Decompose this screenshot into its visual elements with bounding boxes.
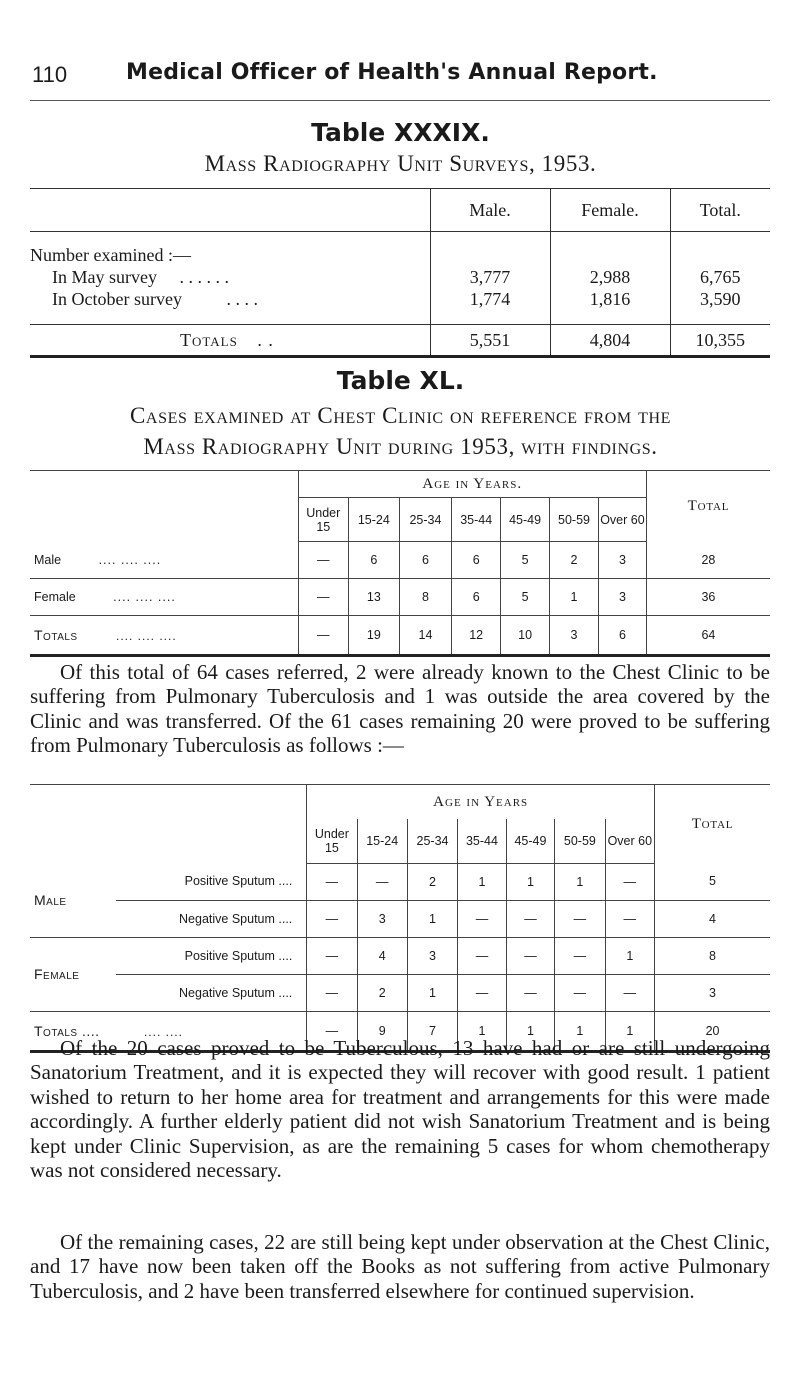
cell: 1 [605, 937, 654, 974]
cell: — [506, 974, 555, 1011]
running-head-title: Medical Officer of Health's Annual Report. [126, 60, 658, 85]
cell: — [307, 937, 357, 974]
table2-total-header: Total [646, 471, 770, 542]
cell: 12 [452, 616, 501, 656]
table1-col-male: Male. [430, 189, 550, 232]
cell-total: 36 [646, 579, 770, 616]
cell: 2 [357, 974, 407, 1011]
cell: — [458, 974, 507, 1011]
age-col-over-60: Over 60 [598, 498, 646, 542]
table-row [30, 900, 770, 937]
table2-title: Table XL. [336, 366, 465, 395]
cell: 3 [357, 900, 407, 937]
running-header [30, 56, 770, 101]
cell: — [555, 974, 605, 1011]
cell: 1 [550, 579, 599, 616]
cell: — [307, 900, 357, 937]
age-col-35-44: 35-44 [458, 819, 507, 863]
cell: — [605, 863, 654, 900]
cell: 1 [555, 1011, 605, 1051]
cell-total: 3 [655, 974, 770, 1011]
dot-leader: .... .... [143, 1024, 183, 1039]
cell: — [506, 900, 555, 937]
cell: 14 [399, 616, 452, 656]
table1-subtitle-text: Mass Radiography Unit Surveys, 1953. [204, 151, 597, 176]
cell: — [458, 900, 507, 937]
cell: 3 [598, 542, 646, 579]
cell: — [605, 974, 654, 1011]
cell: 8 [399, 579, 452, 616]
row-label: In May survey [52, 266, 157, 287]
cell: — [298, 616, 348, 656]
table2-age-header-row [30, 471, 770, 498]
dot-leader: .... .... .... [113, 590, 176, 604]
table-proved-tuberculosis [30, 784, 770, 1053]
cell: 1 [407, 974, 457, 1011]
table1-totals-label [30, 325, 430, 357]
cell: 1 [407, 900, 457, 937]
cell: 5 [501, 542, 550, 579]
table1-cell: 1,816 [550, 288, 670, 325]
paragraph1-text: Of this total of 64 cases referred, 2 were already known to the Chest Clinic to be suffering from Pulmonary Tuberculosis and 1 was outside the area covered by the Clinic and was transferred. Of the 61 cases remaining 20 were proved to be suffering from Pulmonary Tuberculosis as follows :— [30, 660, 770, 758]
row-label: Positive Sputum .... [116, 863, 307, 900]
age-col-over-60: Over 60 [605, 819, 654, 863]
age-col-45-49: 45-49 [501, 498, 550, 542]
group-label-female: Female [30, 937, 116, 1011]
cell: 1 [605, 1011, 654, 1051]
cell: 3 [550, 616, 599, 656]
table1-header-blank [30, 189, 430, 232]
cell: 19 [348, 616, 399, 656]
row-label: Male .... .... .... [30, 542, 298, 579]
table-row [30, 542, 770, 579]
cell-total: 64 [646, 616, 770, 656]
table3-total-header: Total [655, 785, 770, 864]
age-col-under-15: Under 15 [307, 819, 357, 863]
cell: — [506, 937, 555, 974]
age-col-under-15: Under 15 [298, 498, 348, 542]
cell: — [307, 863, 357, 900]
cell: 10 [501, 616, 550, 656]
cell-total: 4 [655, 900, 770, 937]
table1-cell: 2,988 [550, 266, 670, 288]
table1-header-row [30, 189, 770, 232]
table1-col-total: Total. [670, 189, 770, 232]
table1-cell: 6,765 [700, 266, 741, 287]
table1-col-female: Female. [550, 189, 670, 232]
cell: — [307, 1011, 357, 1051]
dot-leader: .... .... .... [98, 552, 162, 567]
cell-total: 28 [646, 542, 770, 579]
dot-leader: . . . . [226, 288, 258, 309]
cell: 6 [598, 616, 646, 656]
cell-total: 5 [655, 863, 770, 900]
dot-leader: . . . . . . [179, 266, 229, 287]
table-row [30, 288, 770, 325]
table1-subtitle [0, 148, 801, 179]
totals-label: Totals .... .... .... [30, 1011, 307, 1051]
table1-totals-row [30, 325, 770, 357]
cell: 6 [348, 542, 399, 579]
cell: 1 [555, 863, 605, 900]
cell: 1 [458, 863, 507, 900]
page-number: 110 [32, 62, 68, 87]
cell: 3 [407, 937, 457, 974]
table-row [30, 616, 770, 656]
cell-total: 8 [655, 937, 770, 974]
row-label: Positive Sputum .... [116, 937, 307, 974]
row-label: Totals .... .... .... [30, 616, 298, 656]
table-row [30, 863, 770, 900]
cell: 9 [357, 1011, 407, 1051]
age-col-45-49: 45-49 [506, 819, 555, 863]
table2-subtitle-line1: Cases examined at Chest Clinic on reference from the [129, 403, 671, 428]
cell: — [357, 863, 407, 900]
cell: 6 [399, 542, 452, 579]
table1-row-label [30, 288, 430, 325]
age-col-35-44: 35-44 [452, 498, 501, 542]
age-col-15-24: 15-24 [348, 498, 399, 542]
table2-age-header: Age in Years. [298, 471, 646, 498]
age-col-25-34: 25-34 [407, 819, 457, 863]
cell: 4 [357, 937, 407, 974]
cell: — [458, 937, 507, 974]
table-row [30, 974, 770, 1011]
totals-label: Totals [180, 329, 238, 350]
paragraph-outcomes [30, 1036, 770, 1182]
table3-age-header-row [30, 785, 770, 820]
table1-group-row [30, 232, 770, 267]
cell: — [307, 974, 357, 1011]
cell: 2 [550, 542, 599, 579]
cell: — [298, 579, 348, 616]
cell: 6 [452, 579, 501, 616]
table3-age-header: Age in Years [307, 785, 655, 820]
table3-header-blank [30, 785, 307, 864]
paragraph3-text: Of the remaining cases, 22 are still being kept under observation at the Chest Clinic, and 17 have now been taken off the Books as not suffering from active Pulmonary Tuberculosis, and 2 have been transferred elsewhere for continued supervision. [30, 1230, 770, 1303]
table1-group-label: Number examined :— [30, 232, 430, 267]
cell: 7 [407, 1011, 457, 1051]
row-label: Negative Sputum .... [116, 974, 307, 1011]
cell: 1 [506, 1011, 555, 1051]
cell: — [555, 937, 605, 974]
table-row [30, 579, 770, 616]
cell-total: 20 [655, 1011, 770, 1051]
age-col-50-59: 50-59 [550, 498, 599, 542]
cell: 13 [348, 579, 399, 616]
row-label: In October survey [52, 288, 182, 309]
table-row [30, 266, 770, 288]
cell: 2 [407, 863, 457, 900]
cell: 1 [506, 863, 555, 900]
table1-cell: 10,355 [670, 325, 770, 357]
table-chest-clinic-cases [30, 470, 770, 657]
table1-row-label [30, 266, 430, 288]
dot-leader: . . [257, 329, 274, 350]
cell: 1 [458, 1011, 507, 1051]
cell: 6 [452, 542, 501, 579]
table1-cell: 5,551 [430, 325, 550, 357]
cell: — [298, 542, 348, 579]
table-row [30, 937, 770, 974]
table2-subtitle-line2: Mass Radiography Unit during 1953, with findings. [143, 434, 658, 459]
paragraph-referrals [30, 660, 770, 758]
cell: — [605, 900, 654, 937]
table1-cell: 4,804 [550, 325, 670, 357]
cell: 5 [501, 579, 550, 616]
table2-header-blank [30, 471, 298, 542]
paragraph2-text: Of the 20 cases proved to be Tuberculous, 13 have had or are still undergoing Sanatorium Treatment, and it is expected they will recover with good result. 1 patient wished to return to her home area for treatment and arrangements for this were made accordingly. A further elderly patient did not wish Sanatorium Treatment and is being kept under Clinic Supervision, as are the remaining 5 cases for whom chemotherapy was not considered necessary. [30, 1036, 770, 1183]
table1-cell: 3,777 [430, 266, 550, 288]
group-label-male: Male [30, 863, 116, 937]
table2-subtitle [0, 400, 801, 462]
row-label: Female .... .... .... [30, 579, 298, 616]
table-mass-radiography-surveys [30, 188, 770, 358]
age-col-25-34: 25-34 [399, 498, 452, 542]
cell: — [555, 900, 605, 937]
table1-title: Table XXXIX. [311, 118, 490, 147]
cell: 3 [598, 579, 646, 616]
dot-leader: .... .... .... [116, 629, 177, 643]
table1-cell: 1,774 [430, 288, 550, 325]
age-col-50-59: 50-59 [555, 819, 605, 863]
row-label: Negative Sputum .... [116, 900, 307, 937]
table1-cell: 3,590 [700, 288, 741, 309]
paragraph-observation [30, 1230, 770, 1303]
age-col-15-24: 15-24 [357, 819, 407, 863]
